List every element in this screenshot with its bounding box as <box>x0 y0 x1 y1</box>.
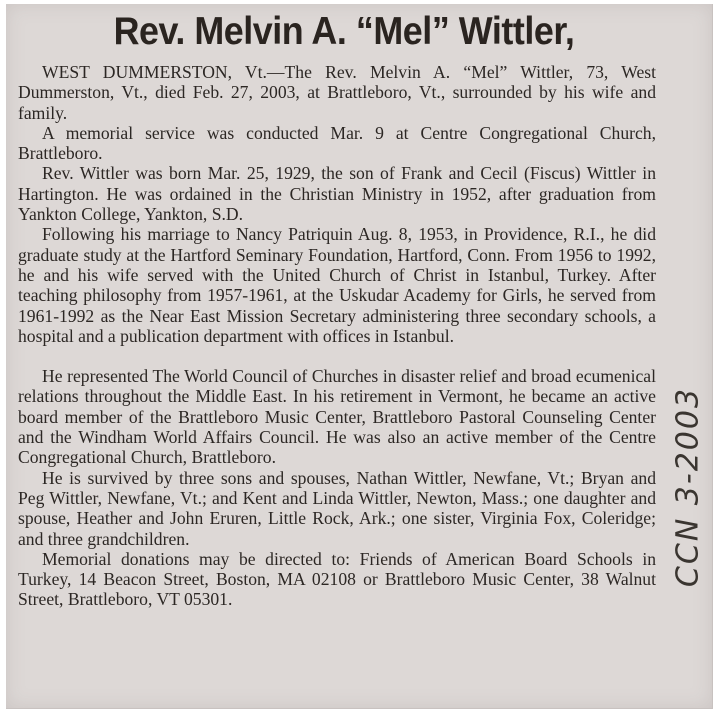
paragraph-memorial-service: A memorial service was conducted Mar. 9 at Centre Congregational Church, Brattleboro. <box>18 122 656 164</box>
handwritten-note-text: CCN 3-2003 <box>670 386 706 587</box>
obituary-body <box>18 62 656 610</box>
paragraph-death-notice: WEST DUMMERSTON, Vt.—The Rev. Melvin A. “Mel” Wittler, 73, West Dummerston, Vt., died Feb. 27, 2003, at Brattleboro, Vt., surrounded by his wife and family. <box>18 62 656 123</box>
paragraph-birth-ordination: Rev. Wittler was born Mar. 25, 1929, the son of Frank and Cecil (Fiscus) Wittler in Hartington. He was ordained in the Christian Ministry in 1952, after graduation from Yankton College, Yankton, S.D. <box>18 163 656 225</box>
paragraph-memorial-donations: Memorial donations may be directed to: Friends of American Board Schools in Turkey, 14 Beacon Street, Boston, MA 02108 or Brattleboro Music Center, 38 Walnut Street, Brattleboro, VT 05301. <box>18 548 656 610</box>
paragraph-marriage-career: Following his marriage to Nancy Patriquin Aug. 8, 1953, in Providence, R.I., he did graduate study at the Hartford Seminary Foundation, Hartford, Conn. From 1956 to 1992, he and his wife served with the United Church of Christ in Istanbul, Turkey. After teaching philosophy from 1957-1961, at the Uskudar Academy for Girls, he served from 1961-1992 as the Near East Mission Secretary administering three secondary schools, a hospital and a publication department with offices in Istanbul. <box>18 224 656 346</box>
obituary-headline: Rev. Melvin A. “Mel” Wittler, <box>113 10 575 53</box>
paragraph-world-council: He represented The World Council of Churches in disaster relief and broad ecumenical relations throughout the Middle East. In his retirement in Vermont, he became an active board member of the Brattleboro Music Center, Brattleboro Pastoral Counseling Center and the Windham World Affairs Council. He was also an active member of the Centre Congregational Church, Brattleboro. <box>18 366 656 468</box>
handwritten-date-note <box>662 379 713 594</box>
newspaper-clipping <box>6 4 713 709</box>
paragraph-survivors: He is survived by three sons and spouses, Nathan Wittler, Newfane, Vt.; Bryan and Peg Wittler, Newfane, Vt.; and Kent and Linda Wittler, Newton, Mass.; one daughter and spouse, Heather and John Eruren, Little Rock, Ark.; one sister, Virginia Fox, Coleridge; and three grandchildren. <box>18 467 656 549</box>
